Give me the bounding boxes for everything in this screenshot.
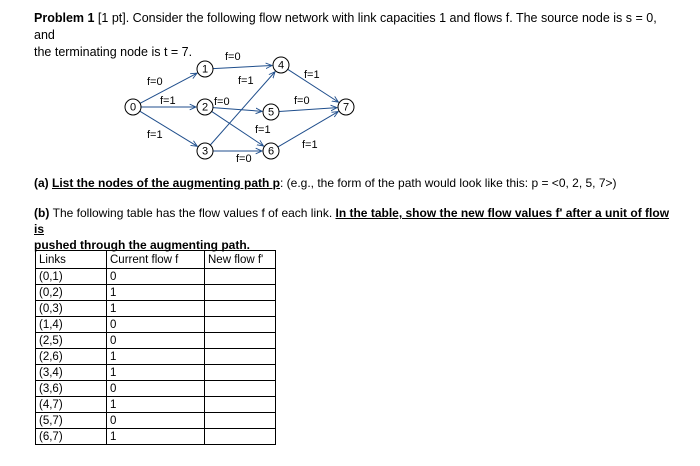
node-label: 1	[201, 63, 209, 76]
edge-label-6-7: f=1	[302, 139, 318, 151]
node-4	[273, 57, 289, 73]
header-current-flow: Current flow f	[107, 251, 205, 269]
link-cell: (5,7)	[36, 413, 107, 429]
node-label: 0	[129, 101, 137, 114]
table-row	[36, 285, 276, 301]
part-a-prefix: (a)	[34, 176, 52, 190]
current-flow-cell: 0	[107, 381, 205, 397]
new-flow-cell[interactable]	[205, 301, 276, 317]
link-cell: (2,5)	[36, 333, 107, 349]
link-cell: (0,2)	[36, 285, 107, 301]
part-b-question	[34, 205, 674, 253]
node-0	[125, 99, 141, 115]
current-flow-cell: 1	[107, 429, 205, 445]
current-flow-cell: 1	[107, 397, 205, 413]
problem-text-1: Consider the following flow network with link capacities 1 and flows f. The source node is s = 0, and	[34, 11, 657, 42]
new-flow-cell[interactable]	[205, 365, 276, 381]
new-flow-cell[interactable]	[205, 397, 276, 413]
part-b-text: The following table has the flow values f of each link.	[52, 206, 336, 220]
edge-2-5	[213, 108, 262, 112]
new-flow-cell[interactable]	[205, 285, 276, 301]
new-flow-cell[interactable]	[205, 317, 276, 333]
link-cell: (1,4)	[36, 317, 107, 333]
part-a-question	[34, 175, 617, 191]
new-flow-cell[interactable]	[205, 429, 276, 445]
node-label: 6	[267, 145, 275, 158]
edge-label-5-7: f=0	[294, 95, 310, 107]
part-b-prefix: (b)	[34, 206, 53, 220]
link-cell: (0,3)	[36, 301, 107, 317]
new-flow-cell[interactable]	[205, 333, 276, 349]
node-label: 5	[267, 106, 275, 119]
node-5	[263, 104, 279, 120]
edge-label-3-6: f=0	[236, 153, 252, 165]
problem-label: Problem 1	[34, 11, 95, 25]
current-flow-cell: 1	[107, 349, 205, 365]
link-cell: (2,6)	[36, 349, 107, 365]
edge-label-4-7: f=1	[304, 69, 320, 81]
node-1	[197, 61, 213, 77]
edge-1-4	[213, 65, 272, 68]
table-row	[36, 301, 276, 317]
edge-label-3-4: f=1	[238, 75, 254, 87]
edge-label-0-1: f=0	[147, 76, 163, 88]
node-label: 7	[342, 101, 350, 114]
current-flow-cell: 0	[107, 413, 205, 429]
node-label: 4	[277, 59, 285, 72]
node-label: 2	[201, 101, 209, 114]
table-row	[36, 317, 276, 333]
part-b-instruction-1: In the table, show the new flow values f' after a unit of flow is	[34, 206, 670, 236]
table-header-row	[36, 251, 276, 269]
edge-label-2-5: f=0	[214, 96, 230, 108]
nodes-layer	[125, 57, 354, 159]
problem-points: [1 pt].	[97, 11, 130, 25]
edge-label-0-2: f=1	[160, 95, 176, 107]
link-cell: (6,7)	[36, 429, 107, 445]
part-a-text: : (e.g., the form of the path would look like this: p = <0, 2, 5, 7>)	[280, 176, 617, 190]
part-a-title: List the nodes of the augmenting path p	[52, 176, 280, 190]
flow-network-diagram	[0, 0, 700, 175]
table-row	[36, 429, 276, 445]
link-cell: (3,4)	[36, 365, 107, 381]
table-row	[36, 269, 276, 285]
header-new-flow: New flow f'	[205, 251, 276, 269]
node-2	[197, 99, 213, 115]
link-cell: (4,7)	[36, 397, 107, 413]
new-flow-cell[interactable]	[205, 349, 276, 365]
node-3	[197, 143, 213, 159]
flow-table	[35, 250, 276, 445]
new-flow-cell[interactable]	[205, 381, 276, 397]
edge-label-0-3: f=1	[147, 129, 163, 141]
edge-label-1-4: f=0	[225, 51, 241, 63]
node-label: 3	[201, 145, 209, 158]
table-row	[36, 381, 276, 397]
current-flow-cell: 0	[107, 317, 205, 333]
new-flow-cell[interactable]	[205, 413, 276, 429]
problem-text-2: the terminating node is t = 7.	[34, 45, 193, 59]
current-flow-cell: 0	[107, 269, 205, 285]
current-flow-cell: 1	[107, 285, 205, 301]
new-flow-cell[interactable]	[205, 269, 276, 285]
current-flow-cell: 1	[107, 301, 205, 317]
current-flow-cell: 1	[107, 365, 205, 381]
part-b-instruction-2: pushed through the augmenting path.	[34, 238, 250, 252]
link-cell: (3,6)	[36, 381, 107, 397]
edge-labels-layer	[147, 51, 320, 165]
current-flow-cell: 0	[107, 333, 205, 349]
edge-5-7	[279, 108, 337, 112]
table-row	[36, 349, 276, 365]
table-row	[36, 413, 276, 429]
table-row	[36, 397, 276, 413]
table-row	[36, 365, 276, 381]
edge-label-2-6: f=1	[255, 124, 271, 136]
header-links: Links	[36, 251, 107, 269]
node-7	[338, 99, 354, 115]
node-6	[263, 143, 279, 159]
link-cell: (0,1)	[36, 269, 107, 285]
table-row	[36, 333, 276, 349]
